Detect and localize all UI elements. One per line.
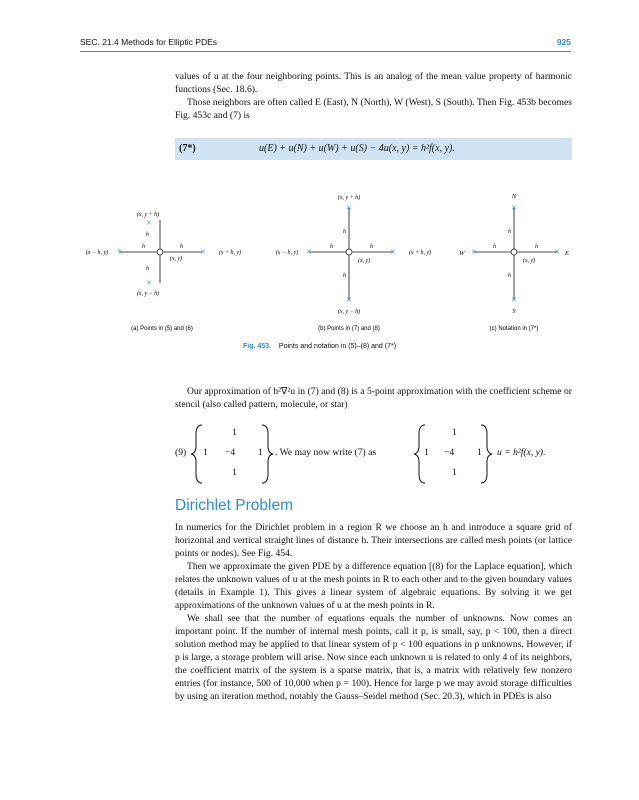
stencil-middle-text: . We may now write (7) as — [275, 447, 377, 458]
intro-line-1: values of u at the four neighboring points. This is an analog of the mean value property of harmonic functions (Sec. 18.6). — [175, 71, 572, 95]
panel-c — [459, 193, 569, 332]
panel-a — [86, 211, 241, 332]
stencil2-top: 1 — [452, 427, 457, 438]
stencil2-bottom: 1 — [452, 467, 457, 478]
cross-icon: × — [146, 278, 152, 289]
label-c-bottom: S — [512, 308, 516, 315]
cross-icon: × — [390, 247, 396, 258]
label-b-right: (x + h, y) — [408, 250, 432, 256]
paragraph-3: We shall see that the number of equations equals the number of unknowns. Now comes an important point. If the number of internal mesh points, call it p, is small, say, p < 100, then a direct solution method may be applied to that linear system of p < 100 equations in p unknowns. However, if p is large, a storage problem will arise. Now since each unknown u is related to only 4 of its neighbors, the coefficient matrix of the system is a sparse matrix, that is, a matrix with relatively few nonzero entries (for instance, 500 of 10,000 when p = 100). Hence for large p we may avoid storage difficulties by using an iteration method, notably the Gauss–Seidel method (Sec. 20.3), which in PDEs is also — [175, 613, 572, 702]
equation-7-star — [175, 138, 572, 160]
label-a-center: (x, y) — [169, 256, 183, 262]
label-a-h-right: h — [180, 244, 183, 250]
section-title: SEC. 21.4 Methods for Elliptic PDEs — [80, 37, 218, 47]
paragraph-1: In numerics for the Dirichlet problem in a region R we choose an h and introduce a square grid of horizontal and vertical straight lines of distance h. Their intersections are called mesh points (or lattice points or nodes). See Fig. 454. — [175, 522, 572, 559]
label-c-left: W — [459, 250, 465, 257]
label-b-left: (x − h, y) — [275, 250, 299, 256]
stencil-bottom: 1 — [232, 467, 237, 478]
stencil-rhs: u = h²f(x, y). — [497, 447, 546, 458]
label-c-top: N — [511, 193, 517, 200]
running-header — [80, 37, 571, 51]
label-b-h-left: h — [330, 244, 333, 250]
caption-c: (c) Notation in (7*) — [489, 326, 539, 332]
stencil-label: (9) — [175, 447, 187, 458]
label-b-h-up: h — [343, 229, 346, 235]
cross-icon: × — [346, 203, 352, 214]
stencil2-left: 1 — [424, 447, 429, 458]
panel-b — [276, 194, 431, 332]
label-a-h-left: h — [142, 244, 145, 250]
label-a-h-up: h — [146, 232, 149, 238]
cross-icon: × — [511, 203, 517, 214]
cross-icon: × — [346, 295, 352, 306]
label-c-h-left: h — [493, 244, 496, 250]
cross-icon: × — [471, 247, 477, 258]
figure-caption-text: Points and notation in (5)–(8) and (7*) — [278, 343, 397, 350]
stencil-right: 1 — [258, 447, 263, 458]
stencil-center: −4 — [225, 447, 236, 458]
stencil-top: 1 — [232, 427, 237, 438]
label-b-bottom: (x, y − h) — [337, 309, 361, 315]
label-c-h-up: h — [508, 229, 511, 235]
caption-a: (a) Points in (5) and (6) — [131, 326, 193, 332]
cross-icon: × — [306, 247, 312, 258]
page-number: 925 — [556, 37, 571, 47]
cross-icon: × — [146, 218, 152, 229]
paragraph-2: Then we approximate the given PDE by a difference equation [(8) for the Laplace equation], which relates the unknown values of u at the mesh points in R to each other and to the given boundary values (details in Example 1). This gives a linear system of algebraic equations. By solving it we get approximations of the unknown values of u at the mesh points in R. — [175, 561, 572, 611]
stencil-left: 1 — [203, 447, 208, 458]
stencil-paragraph: Our approximation of h²∇²u in (7) and (8) is a 5-point approximation with the coefficient scheme or stencil (also called pattern, molecule, or star) — [175, 386, 572, 410]
figure-label: Fig. 453. — [242, 343, 271, 350]
intro-line-2: Those neighbors are often called E (East), N (North), W (West), S (South). Then Fig. 453b becomes Fig. 453c and (7) is — [175, 97, 572, 121]
intro-text — [175, 70, 572, 122]
label-b-top: (x, y + h) — [337, 195, 361, 201]
label-b-h-down: h — [343, 273, 346, 279]
section-heading: Dirichlet Problem — [175, 497, 294, 514]
equation-label: (7*) — [179, 143, 196, 154]
label-b-h-right: h — [370, 244, 373, 250]
figure-453 — [0, 185, 639, 345]
cross-icon: × — [554, 247, 560, 258]
equation-text: u(E) + u(N) + u(W) + u(S) − 4u(x, y) = h²f(x, y). — [259, 143, 455, 154]
label-a-bottom: (x, y − h) — [136, 291, 160, 297]
cross-icon: × — [117, 247, 123, 258]
label-c-right: E — [565, 250, 569, 257]
label-c-center: (x, y) — [522, 258, 536, 264]
caption-b: (b) Points in (7) and (8) — [318, 326, 380, 332]
label-a-top: (x, y + h) — [136, 212, 160, 218]
label-b-center: (x, y) — [357, 258, 371, 264]
header-rule — [80, 51, 571, 52]
stencil2-right: 1 — [477, 447, 482, 458]
label-c-h-down: h — [508, 273, 511, 279]
figure-caption — [0, 343, 639, 350]
label-a-right: (x + h, y) — [218, 250, 242, 256]
cross-icon: × — [511, 295, 517, 306]
label-a-h-down: h — [146, 266, 149, 272]
cross-icon: × — [200, 247, 206, 258]
label-c-h-right: h — [535, 244, 538, 250]
body-text — [175, 521, 572, 703]
label-a-left: (x − h, y) — [85, 250, 109, 256]
stencil2-center: −4 — [444, 447, 455, 458]
